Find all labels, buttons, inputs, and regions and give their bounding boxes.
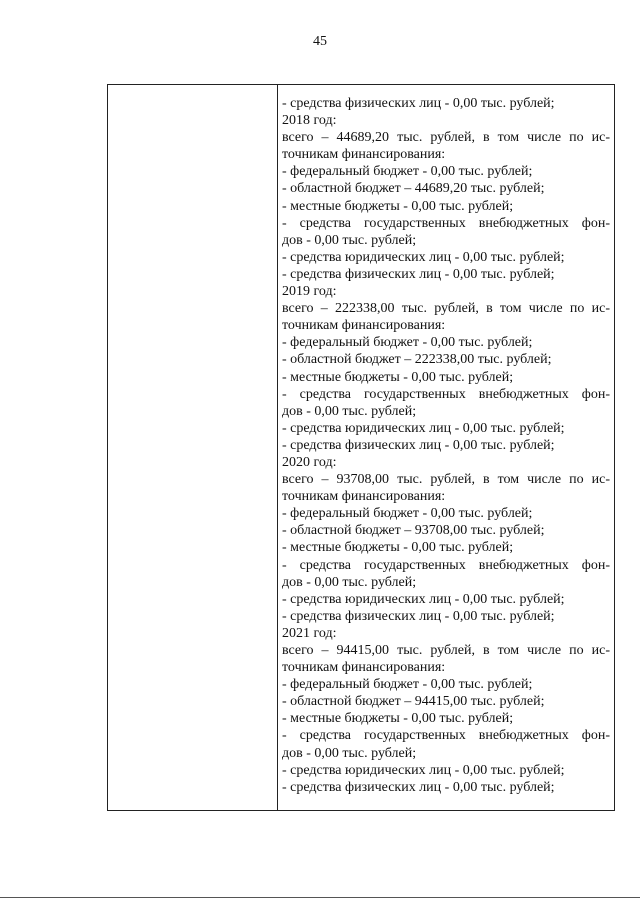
funding-line: - средства физических лиц - 0,00 тыс. рублей; bbox=[282, 779, 555, 795]
funding-line: - средства государственных внебюджетных фон- bbox=[282, 728, 610, 744]
funding-line: - средства юридических лиц - 0,00 тыс. рублей; bbox=[282, 762, 565, 778]
funding-line: - средства государственных внебюджетных фон- bbox=[282, 386, 610, 402]
funding-line: - местные бюджеты - 0,00 тыс. рублей; bbox=[282, 711, 514, 727]
funding-line: - средства физических лиц - 0,00 тыс. рублей; bbox=[282, 266, 555, 282]
page-number: 45 bbox=[313, 34, 327, 49]
funding-line: - местные бюджеты - 0,00 тыс. рублей; bbox=[282, 198, 514, 214]
funding-table bbox=[107, 84, 615, 811]
funding-line: - средства государственных внебюджетных фон- bbox=[282, 215, 610, 231]
funding-line: - федеральный бюджет - 0,00 тыс. рублей; bbox=[282, 164, 533, 180]
funding-line: - средства физических лиц - 0,00 тыс. рублей; bbox=[282, 96, 555, 111]
funding-line: 2018 год: bbox=[282, 113, 337, 129]
funding-line: всего – 94415,00 тыс. рублей, в том числе по ис- bbox=[282, 643, 610, 658]
funding-line: 2019 год: bbox=[282, 284, 337, 300]
funding-line: - федеральный бюджет - 0,00 тыс. рублей; bbox=[282, 677, 533, 693]
funding-line: точникам финансирования: bbox=[282, 660, 446, 676]
funding-line: - средства государственных внебюджетных фон- bbox=[282, 557, 610, 573]
funding-line: - областной бюджет – 93708,00 тыс. рублей; bbox=[282, 523, 545, 539]
funding-line: - областной бюджет – 44689,20 тыс. рублей; bbox=[282, 181, 545, 197]
funding-line: - областной бюджет – 222338,00 тыс. рублей; bbox=[282, 352, 552, 368]
funding-line: - местные бюджеты - 0,00 тыс. рублей; bbox=[282, 369, 514, 385]
funding-line: точникам финансирования: bbox=[282, 489, 446, 505]
page-bottom-rule bbox=[0, 897, 640, 898]
funding-line: точникам финансирования: bbox=[282, 318, 446, 334]
funding-line: дов - 0,00 тыс. рублей; bbox=[282, 745, 417, 761]
funding-line: - средства юридических лиц - 0,00 тыс. рублей; bbox=[282, 420, 565, 436]
funding-line: всего – 44689,20 тыс. рублей, в том числе по ис- bbox=[282, 130, 610, 146]
funding-line: - федеральный бюджет - 0,00 тыс. рублей; bbox=[282, 335, 533, 351]
funding-line: - федеральный бюджет - 0,00 тыс. рублей; bbox=[282, 506, 533, 522]
funding-line: - средства физических лиц - 0,00 тыс. рублей; bbox=[282, 608, 555, 624]
funding-line: точникам финансирования: bbox=[282, 147, 446, 163]
table-left-cell bbox=[108, 85, 278, 810]
funding-line: дов - 0,00 тыс. рублей; bbox=[282, 403, 417, 419]
funding-line: - областной бюджет – 94415,00 тыс. рублей; bbox=[282, 694, 545, 710]
funding-line: всего – 222338,00 тыс. рублей, в том числе по ис- bbox=[282, 301, 610, 317]
table-right-cell bbox=[278, 85, 614, 810]
funding-line: дов - 0,00 тыс. рублей; bbox=[282, 232, 417, 248]
funding-line: - средства юридических лиц - 0,00 тыс. рублей; bbox=[282, 249, 565, 265]
funding-line: - местные бюджеты - 0,00 тыс. рублей; bbox=[282, 540, 514, 556]
funding-line: - средства физических лиц - 0,00 тыс. рублей; bbox=[282, 437, 555, 453]
funding-line: 2021 год: bbox=[282, 625, 337, 641]
funding-line: всего – 93708,00 тыс. рублей, в том числе по ис- bbox=[282, 472, 610, 488]
funding-line: 2020 год: bbox=[282, 454, 337, 470]
funding-line: - средства юридических лиц - 0,00 тыс. рублей; bbox=[282, 591, 565, 607]
funding-line: дов - 0,00 тыс. рублей; bbox=[282, 574, 417, 590]
